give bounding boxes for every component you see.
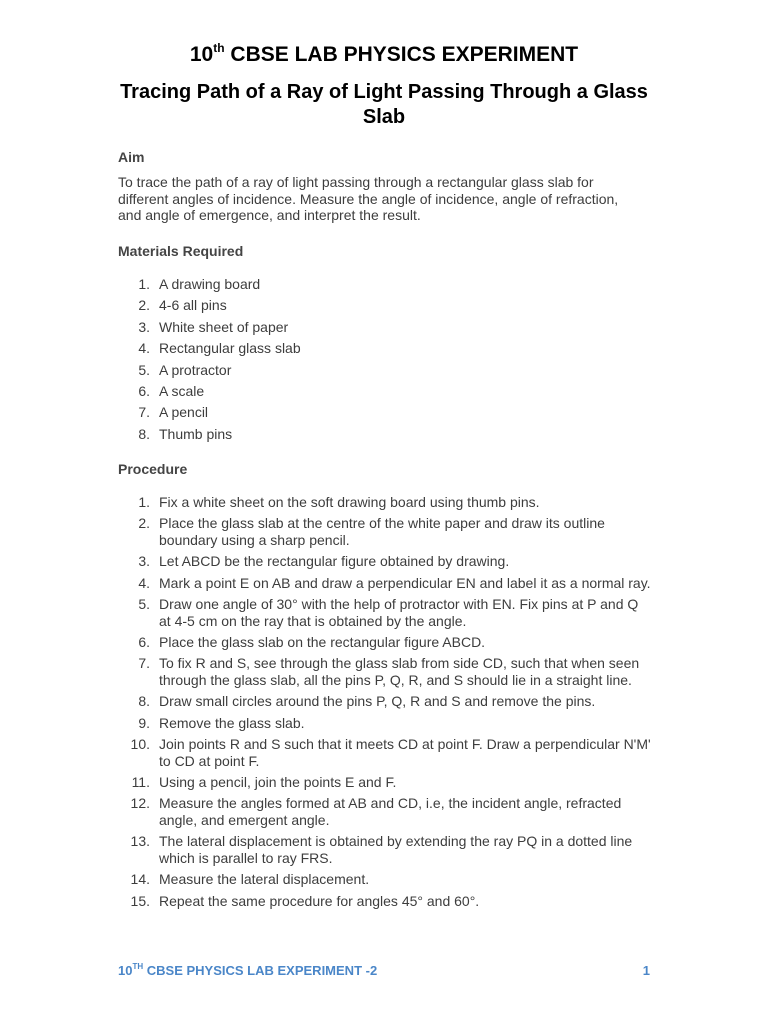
procedure-list-item — [118, 634, 653, 651]
footer-superscript: TH — [132, 962, 144, 971]
materials-list-item — [118, 340, 653, 357]
materials-list-item — [118, 426, 653, 443]
document-subtitle: Tracing Path of a Ray of Light Passing Through a Glass Slab — [120, 81, 648, 128]
procedure-item-text: Place the glass slab on the rectangular figure ABCD. — [159, 633, 486, 650]
procedure-list-item — [118, 833, 653, 867]
procedure-item-number: 7. — [138, 655, 150, 672]
procedure-item-number: 4. — [138, 574, 150, 591]
materials-item-number: 1. — [138, 276, 150, 292]
title-superscript: th — [213, 41, 225, 55]
procedure-list — [118, 494, 653, 914]
procedure-item-text: Measure the angles formed at AB and CD, i.e, the incident angle, refracted angle, and emergent angle. — [159, 795, 622, 829]
materials-item-text: Thumb pins — [159, 425, 233, 442]
procedure-item-number: 14. — [130, 871, 150, 888]
procedure-list-item — [118, 736, 653, 770]
materials-item-number: 2. — [138, 297, 150, 314]
procedure-list-item — [118, 575, 653, 592]
procedure-list-item — [118, 596, 653, 630]
materials-item-number: 7. — [138, 404, 150, 421]
materials-item-text: A pencil — [159, 404, 209, 421]
procedure-list-item — [118, 871, 653, 888]
procedure-heading: Procedure — [118, 461, 188, 477]
materials-list-item — [118, 404, 653, 421]
materials-item-text: Rectangular glass slab — [159, 340, 301, 357]
procedure-list-item — [118, 494, 653, 511]
materials-item-number: 8. — [138, 425, 150, 442]
materials-item-number: 6. — [138, 382, 150, 399]
document-title — [0, 42, 768, 68]
title-rest: CBSE LAB PHYSICS EXPERIMENT — [224, 43, 579, 66]
materials-item-number: 3. — [138, 318, 150, 335]
procedure-list-item — [118, 655, 653, 689]
procedure-item-text: Using a pencil, join the points E and F. — [159, 773, 397, 790]
materials-list — [118, 276, 653, 447]
procedure-item-number: 6. — [138, 633, 150, 650]
procedure-item-number: 8. — [138, 693, 150, 710]
procedure-item-text: Draw one angle of 30° with the help of protractor with EN. Fix pins at P and Q at 4-5 cm on the ray that is obtained by the angle. — [159, 595, 639, 629]
materials-list-item — [118, 319, 653, 336]
procedure-item-number: 3. — [138, 553, 150, 570]
procedure-item-text: Mark a point E on AB and draw a perpendicular EN and label it as a normal ray. — [159, 574, 651, 591]
procedure-item-number: 1. — [138, 494, 150, 510]
procedure-item-text: Join points R and S such that it meets CD at point F. Draw a perpendicular N'M' to CD at point F. — [159, 735, 651, 769]
footer-prefix: 10 — [118, 963, 133, 978]
procedure-list-item — [118, 893, 653, 910]
materials-item-number: 4. — [138, 340, 150, 357]
procedure-list-item — [118, 774, 653, 791]
procedure-item-text: Fix a white sheet on the soft drawing board using thumb pins. — [159, 494, 540, 510]
aim-heading: Aim — [118, 149, 145, 165]
procedure-item-text: To fix R and S, see through the glass slab from side CD, such that when seen through the glass slab, all the pins P, Q, R, and S should lie in a straight line. — [159, 655, 640, 689]
procedure-item-text: Measure the lateral displacement. — [159, 871, 370, 888]
materials-list-item — [118, 362, 653, 379]
procedure-item-text: The lateral displacement is obtained by extending the ray PQ in a dotted line which is parallel to ray FRS. — [159, 833, 633, 867]
procedure-item-number: 10. — [130, 735, 150, 752]
procedure-item-text: Draw small circles around the pins P, Q, R and S and remove the pins. — [159, 693, 596, 710]
procedure-item-text: Let ABCD be the rectangular figure obtained by drawing. — [159, 553, 510, 570]
procedure-item-text: Remove the glass slab. — [159, 714, 305, 731]
materials-item-text: White sheet of paper — [159, 318, 289, 335]
materials-list-item — [118, 276, 653, 293]
procedure-item-number: 12. — [130, 795, 150, 812]
materials-list-item — [118, 383, 653, 400]
page-number: 1 — [642, 963, 650, 978]
procedure-item-text: Repeat the same procedure for angles 45° and 60°. — [159, 892, 480, 909]
procedure-item-number: 2. — [138, 515, 150, 532]
procedure-list-item — [118, 715, 653, 732]
materials-list-item — [118, 297, 653, 314]
title-prefix: 10 — [189, 43, 214, 66]
procedure-list-item — [118, 795, 653, 829]
procedure-list-item — [118, 515, 653, 549]
footer-rest: CBSE PHYSICS LAB EXPERIMENT -2 — [143, 963, 378, 978]
procedure-item-number: 11. — [131, 773, 150, 790]
procedure-item-number: 9. — [138, 714, 150, 731]
procedure-list-item — [118, 553, 653, 570]
materials-item-text: A drawing board — [159, 276, 261, 292]
procedure-list-item — [118, 693, 653, 710]
procedure-item-number: 5. — [138, 595, 150, 612]
materials-item-text: A protractor — [159, 361, 232, 378]
materials-heading: Materials Required — [118, 243, 244, 259]
aim-text: To trace the path of a ray of light passing through a rectangular glass slab for different angles of incidence. Measure the angle of incidence, angle of refraction, and angle of emergence, and interpret the result. — [118, 174, 619, 223]
footer-title — [118, 963, 377, 979]
procedure-item-number: 13. — [130, 833, 150, 850]
materials-item-text: A scale — [159, 382, 205, 399]
materials-item-number: 5. — [138, 361, 150, 378]
materials-item-text: 4-6 all pins — [159, 297, 227, 314]
procedure-item-text: Place the glass slab at the centre of the white paper and draw its outline boundary using a sharp pencil. — [159, 515, 605, 549]
procedure-item-number: 15. — [130, 892, 150, 909]
